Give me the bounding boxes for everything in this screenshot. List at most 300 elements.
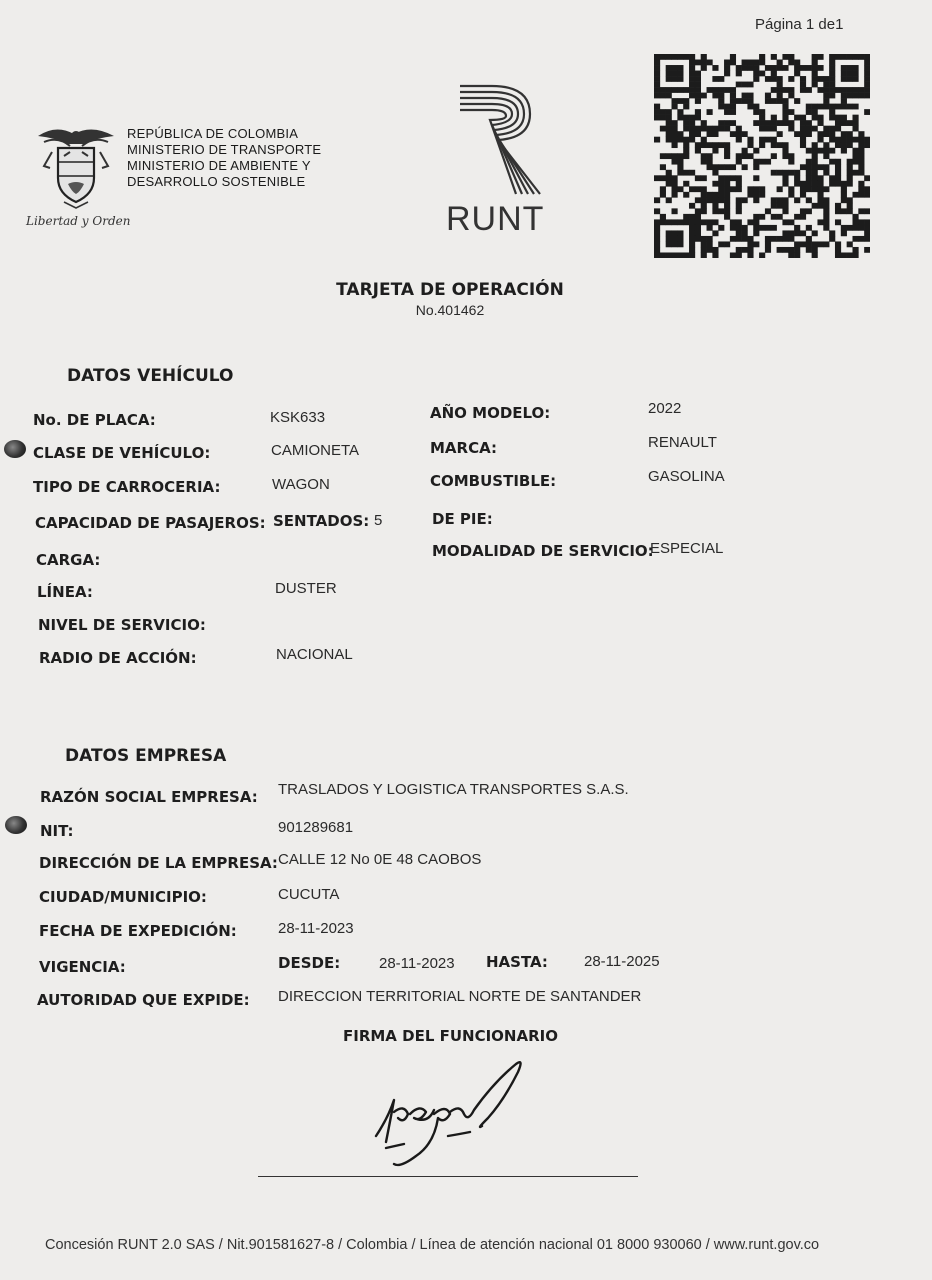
- qr-module: [812, 142, 818, 148]
- qr-module: [730, 120, 736, 126]
- qr-module: [847, 120, 853, 126]
- qr-module: [672, 230, 678, 236]
- qr-module: [660, 219, 666, 225]
- qr-module: [852, 76, 858, 82]
- qr-module: [660, 115, 666, 121]
- qr-module: [806, 131, 812, 137]
- qr-module: [672, 137, 678, 143]
- qr-module: [835, 54, 841, 60]
- qr-module: [666, 93, 672, 99]
- qr-module: [829, 104, 835, 110]
- qr-module: [835, 247, 841, 253]
- qr-module: [724, 126, 730, 132]
- qr-module: [712, 208, 718, 214]
- qr-module: [666, 65, 672, 71]
- handwritten-signature: [364, 1052, 544, 1176]
- qr-module: [817, 192, 823, 198]
- qr-module: [858, 225, 864, 231]
- qr-module: [852, 153, 858, 159]
- qr-module: [753, 214, 759, 220]
- qr-module: [823, 197, 829, 203]
- qr-module: [823, 225, 829, 231]
- qr-module: [695, 87, 701, 93]
- qr-module: [812, 65, 818, 71]
- qr-module: [852, 65, 858, 71]
- qr-module: [852, 137, 858, 143]
- qr-module: [829, 93, 835, 99]
- qr-module: [782, 109, 788, 115]
- qr-module: [841, 181, 847, 187]
- qr-module: [864, 230, 870, 236]
- qr-module: [765, 225, 771, 231]
- qr-module: [753, 186, 759, 192]
- qr-module: [695, 71, 701, 77]
- qr-module: [806, 126, 812, 132]
- qr-module: [800, 76, 806, 82]
- qr-module: [672, 153, 678, 159]
- qr-module: [823, 87, 829, 93]
- qr-module: [689, 230, 695, 236]
- qr-module: [864, 175, 870, 181]
- qr-module: [742, 197, 748, 203]
- qr-module: [759, 214, 765, 220]
- qr-module: [712, 230, 718, 236]
- depie-label: DE PIE:: [432, 510, 493, 528]
- qr-module: [841, 76, 847, 82]
- qr-module: [841, 208, 847, 214]
- qr-module: [812, 71, 818, 77]
- qr-module: [666, 153, 672, 159]
- qr-module: [858, 87, 864, 93]
- qr-module: [858, 142, 864, 148]
- qr-code-icon: [654, 54, 870, 258]
- qr-module: [753, 60, 759, 66]
- qr-module: [847, 76, 853, 82]
- punch-hole: [4, 440, 26, 458]
- qr-module: [695, 148, 701, 154]
- ciudad-label: CIUDAD/MUNICIPIO:: [39, 888, 207, 906]
- qr-module: [654, 60, 660, 66]
- qr-module: [672, 65, 678, 71]
- punch-hole: [5, 816, 27, 834]
- gov-line-republica: REPÚBLICA DE COLOMBIA: [127, 126, 299, 141]
- qr-module: [812, 82, 818, 88]
- qr-module: [765, 76, 771, 82]
- qr-module: [724, 181, 730, 187]
- qr-module: [788, 109, 794, 115]
- qr-module: [701, 192, 707, 198]
- qr-module: [730, 60, 736, 66]
- qr-module: [689, 219, 695, 225]
- qr-module: [829, 87, 835, 93]
- qr-module: [742, 131, 748, 137]
- qr-module: [847, 93, 853, 99]
- qr-module: [677, 170, 683, 176]
- qr-module: [829, 71, 835, 77]
- qr-module: [666, 219, 672, 225]
- qr-module: [683, 153, 689, 159]
- qr-module: [777, 142, 783, 148]
- qr-module: [718, 192, 724, 198]
- qr-module: [677, 137, 683, 143]
- qr-module: [794, 252, 800, 258]
- qr-module: [730, 93, 736, 99]
- qr-module: [677, 164, 683, 170]
- qr-module: [864, 54, 870, 60]
- government-header: [127, 126, 321, 190]
- page-number: Página 1 de1: [755, 16, 844, 33]
- qr-module: [654, 71, 660, 77]
- qr-module: [771, 142, 777, 148]
- qr-module: [847, 197, 853, 203]
- qr-module: [817, 120, 823, 126]
- qr-module: [666, 109, 672, 115]
- qr-module: [660, 252, 666, 258]
- qr-module: [742, 230, 748, 236]
- qr-module: [736, 71, 742, 77]
- qr-module: [777, 120, 783, 126]
- fecha-value: 28-11-2023: [278, 920, 354, 937]
- qr-module: [730, 54, 736, 60]
- qr-module: [806, 170, 812, 176]
- qr-module: [812, 186, 818, 192]
- qr-module: [829, 126, 835, 132]
- qr-module: [841, 104, 847, 110]
- qr-module: [736, 219, 742, 225]
- qr-module: [683, 142, 689, 148]
- qr-module: [753, 71, 759, 77]
- qr-module: [858, 236, 864, 242]
- qr-module: [689, 120, 695, 126]
- qr-module: [788, 236, 794, 242]
- qr-module: [852, 252, 858, 258]
- qr-module: [683, 115, 689, 121]
- qr-module: [841, 54, 847, 60]
- qr-module: [672, 159, 678, 165]
- qr-module: [864, 208, 870, 214]
- qr-module: [736, 98, 742, 104]
- qr-module: [782, 115, 788, 121]
- qr-module: [806, 247, 812, 253]
- anio-label: AÑO MODELO:: [430, 404, 551, 422]
- qr-module: [835, 219, 841, 225]
- qr-module: [788, 153, 794, 159]
- qr-module: [677, 98, 683, 104]
- gov-line-desarrollo: DESARROLLO SOSTENIBLE: [127, 174, 306, 189]
- qr-module: [654, 219, 660, 225]
- qr-module: [747, 82, 753, 88]
- qr-module: [724, 208, 730, 214]
- qr-module: [864, 93, 870, 99]
- qr-module: [695, 186, 701, 192]
- qr-module: [724, 153, 730, 159]
- qr-module: [736, 197, 742, 203]
- qr-module: [677, 109, 683, 115]
- qr-module: [835, 181, 841, 187]
- qr-module: [829, 82, 835, 88]
- qr-module: [858, 93, 864, 99]
- qr-module: [794, 71, 800, 77]
- qr-module: [794, 175, 800, 181]
- qr-module: [794, 230, 800, 236]
- qr-module: [654, 247, 660, 253]
- qr-module: [858, 148, 864, 154]
- qr-module: [829, 236, 835, 242]
- qr-module: [689, 225, 695, 231]
- qr-module: [817, 65, 823, 71]
- qr-module: [666, 76, 672, 82]
- qr-module: [724, 241, 730, 247]
- qr-module: [864, 87, 870, 93]
- qr-module: [736, 225, 742, 231]
- qr-module: [689, 241, 695, 247]
- qr-module: [841, 98, 847, 104]
- qr-module: [724, 197, 730, 203]
- qr-module: [724, 104, 730, 110]
- qr-module: [730, 219, 736, 225]
- qr-module: [771, 54, 777, 60]
- qr-module: [800, 82, 806, 88]
- qr-module: [847, 181, 853, 187]
- qr-module: [724, 148, 730, 154]
- qr-module: [800, 192, 806, 198]
- qr-module: [777, 93, 783, 99]
- qr-module: [677, 159, 683, 165]
- qr-module: [847, 65, 853, 71]
- qr-module: [730, 164, 736, 170]
- qr-module: [777, 65, 783, 71]
- qr-module: [666, 241, 672, 247]
- qr-module: [835, 126, 841, 132]
- qr-module: [672, 192, 678, 198]
- qr-module: [701, 236, 707, 242]
- qr-module: [800, 131, 806, 137]
- qr-module: [858, 54, 864, 60]
- qr-module: [765, 98, 771, 104]
- qr-module: [712, 219, 718, 225]
- qr-module: [841, 93, 847, 99]
- qr-module: [841, 148, 847, 154]
- qr-module: [759, 186, 765, 192]
- qr-module: [788, 159, 794, 165]
- qr-module: [730, 87, 736, 93]
- qr-module: [724, 203, 730, 209]
- qr-module: [666, 87, 672, 93]
- qr-module: [742, 82, 748, 88]
- qr-module: [858, 131, 864, 137]
- qr-module: [847, 252, 853, 258]
- qr-module: [689, 131, 695, 137]
- qr-module: [852, 236, 858, 242]
- qr-module: [817, 87, 823, 93]
- qr-module: [660, 153, 666, 159]
- qr-module: [847, 104, 853, 110]
- qr-module: [788, 126, 794, 132]
- qr-module: [823, 148, 829, 154]
- qr-module: [666, 252, 672, 258]
- qr-module: [718, 120, 724, 126]
- anio-value: 2022: [648, 400, 682, 417]
- qr-module: [847, 54, 853, 60]
- qr-module: [695, 230, 701, 236]
- qr-module: [701, 54, 707, 60]
- qr-module: [812, 252, 818, 258]
- qr-module: [724, 142, 730, 148]
- qr-module: [753, 164, 759, 170]
- carga-label: CARGA:: [36, 551, 101, 569]
- qr-module: [847, 208, 853, 214]
- qr-module: [858, 137, 864, 143]
- qr-module: [817, 131, 823, 137]
- qr-module: [753, 241, 759, 247]
- qr-module: [800, 181, 806, 187]
- qr-module: [782, 98, 788, 104]
- qr-module: [736, 131, 742, 137]
- qr-module: [765, 241, 771, 247]
- qr-module: [759, 120, 765, 126]
- qr-module: [683, 98, 689, 104]
- qr-module: [707, 60, 713, 66]
- qr-module: [660, 164, 666, 170]
- qr-module: [864, 76, 870, 82]
- qr-module: [672, 87, 678, 93]
- qr-module: [742, 65, 748, 71]
- qr-module: [782, 120, 788, 126]
- qr-module: [841, 186, 847, 192]
- qr-module: [782, 54, 788, 60]
- qr-module: [654, 197, 660, 203]
- qr-module: [666, 115, 672, 121]
- qr-module: [718, 142, 724, 148]
- qr-module: [800, 115, 806, 121]
- qr-module: [707, 142, 713, 148]
- qr-module: [841, 197, 847, 203]
- qr-module: [817, 181, 823, 187]
- qr-module: [777, 247, 783, 253]
- qr-module: [864, 192, 870, 198]
- qr-module: [782, 148, 788, 154]
- qr-module: [747, 192, 753, 198]
- qr-module: [672, 181, 678, 187]
- qr-module: [695, 197, 701, 203]
- qr-module: [841, 252, 847, 258]
- qr-module: [736, 252, 742, 258]
- qr-module: [689, 203, 695, 209]
- qr-module: [701, 252, 707, 258]
- qr-module: [823, 170, 829, 176]
- qr-module: [800, 164, 806, 170]
- qr-module: [841, 230, 847, 236]
- qr-module: [724, 175, 730, 181]
- document-title: TARJETA DE OPERACIÓN: [336, 280, 564, 300]
- qr-module: [812, 241, 818, 247]
- qr-module: [788, 247, 794, 253]
- qr-module: [672, 142, 678, 148]
- qr-module: [864, 109, 870, 115]
- qr-module: [753, 197, 759, 203]
- qr-module: [742, 164, 748, 170]
- qr-module: [707, 241, 713, 247]
- qr-module: [701, 60, 707, 66]
- qr-module: [765, 208, 771, 214]
- qr-module: [759, 159, 765, 165]
- nit-value: 901289681: [278, 819, 354, 836]
- qr-module: [765, 93, 771, 99]
- qr-module: [695, 208, 701, 214]
- qr-module: [794, 131, 800, 137]
- qr-module: [730, 236, 736, 242]
- qr-module: [835, 208, 841, 214]
- qr-module: [841, 115, 847, 121]
- autoridad-value: DIRECCION TERRITORIAL NORTE DE SANTANDER: [278, 988, 642, 1005]
- qr-module: [794, 115, 800, 121]
- vigencia-label: VIGENCIA:: [39, 958, 126, 976]
- qr-module: [823, 203, 829, 209]
- qr-module: [707, 131, 713, 137]
- ciudad-value: CUCUTA: [278, 886, 340, 903]
- qr-module: [701, 142, 707, 148]
- qr-module: [707, 126, 713, 132]
- qr-module: [812, 104, 818, 110]
- qr-module: [677, 131, 683, 137]
- qr-module: [841, 142, 847, 148]
- radio-label: RADIO DE ACCIÓN:: [39, 649, 197, 667]
- qr-module: [654, 252, 660, 258]
- qr-module: [852, 225, 858, 231]
- qr-module: [712, 126, 718, 132]
- autoridad-label: AUTORIDAD QUE EXPIDE:: [37, 991, 250, 1009]
- qr-module: [753, 109, 759, 115]
- qr-module: [852, 120, 858, 126]
- runt-logo-icon: [452, 80, 552, 200]
- qr-module: [707, 225, 713, 231]
- qr-module: [782, 175, 788, 181]
- qr-module: [683, 219, 689, 225]
- gov-line-ambiente: MINISTERIO DE AMBIENTE Y: [127, 158, 311, 173]
- qr-module: [852, 148, 858, 154]
- qr-module: [689, 115, 695, 121]
- qr-module: [841, 87, 847, 93]
- qr-module: [771, 236, 777, 242]
- qr-module: [823, 82, 829, 88]
- qr-module: [683, 252, 689, 258]
- coat-of-arms-emblem: [34, 122, 118, 214]
- qr-module: [782, 104, 788, 110]
- qr-module: [736, 181, 742, 187]
- footer-text: Concesión RUNT 2.0 SAS / Nit.901581627-8 / Colombia / Línea de atención nacional 01 8000 930060 / www.runt.gov.co: [45, 1237, 820, 1253]
- qr-module: [817, 115, 823, 121]
- qr-module: [712, 181, 718, 187]
- qr-module: [718, 241, 724, 247]
- qr-module: [800, 65, 806, 71]
- qr-module: [718, 186, 724, 192]
- qr-module: [823, 241, 829, 247]
- qr-module: [759, 126, 765, 132]
- qr-module: [724, 214, 730, 220]
- qr-module: [736, 137, 742, 143]
- qr-module: [771, 126, 777, 132]
- carroceria-label: TIPO DE CARROCERIA:: [33, 478, 221, 496]
- carroceria-value: WAGON: [272, 476, 330, 493]
- qr-module: [771, 203, 777, 209]
- qr-module: [666, 126, 672, 132]
- clase-value: CAMIONETA: [271, 442, 360, 459]
- modalidad-value: ESPECIAL: [650, 540, 724, 557]
- qr-module: [782, 87, 788, 93]
- qr-module: [683, 104, 689, 110]
- qr-module: [782, 208, 788, 214]
- combustible-value: GASOLINA: [648, 468, 725, 485]
